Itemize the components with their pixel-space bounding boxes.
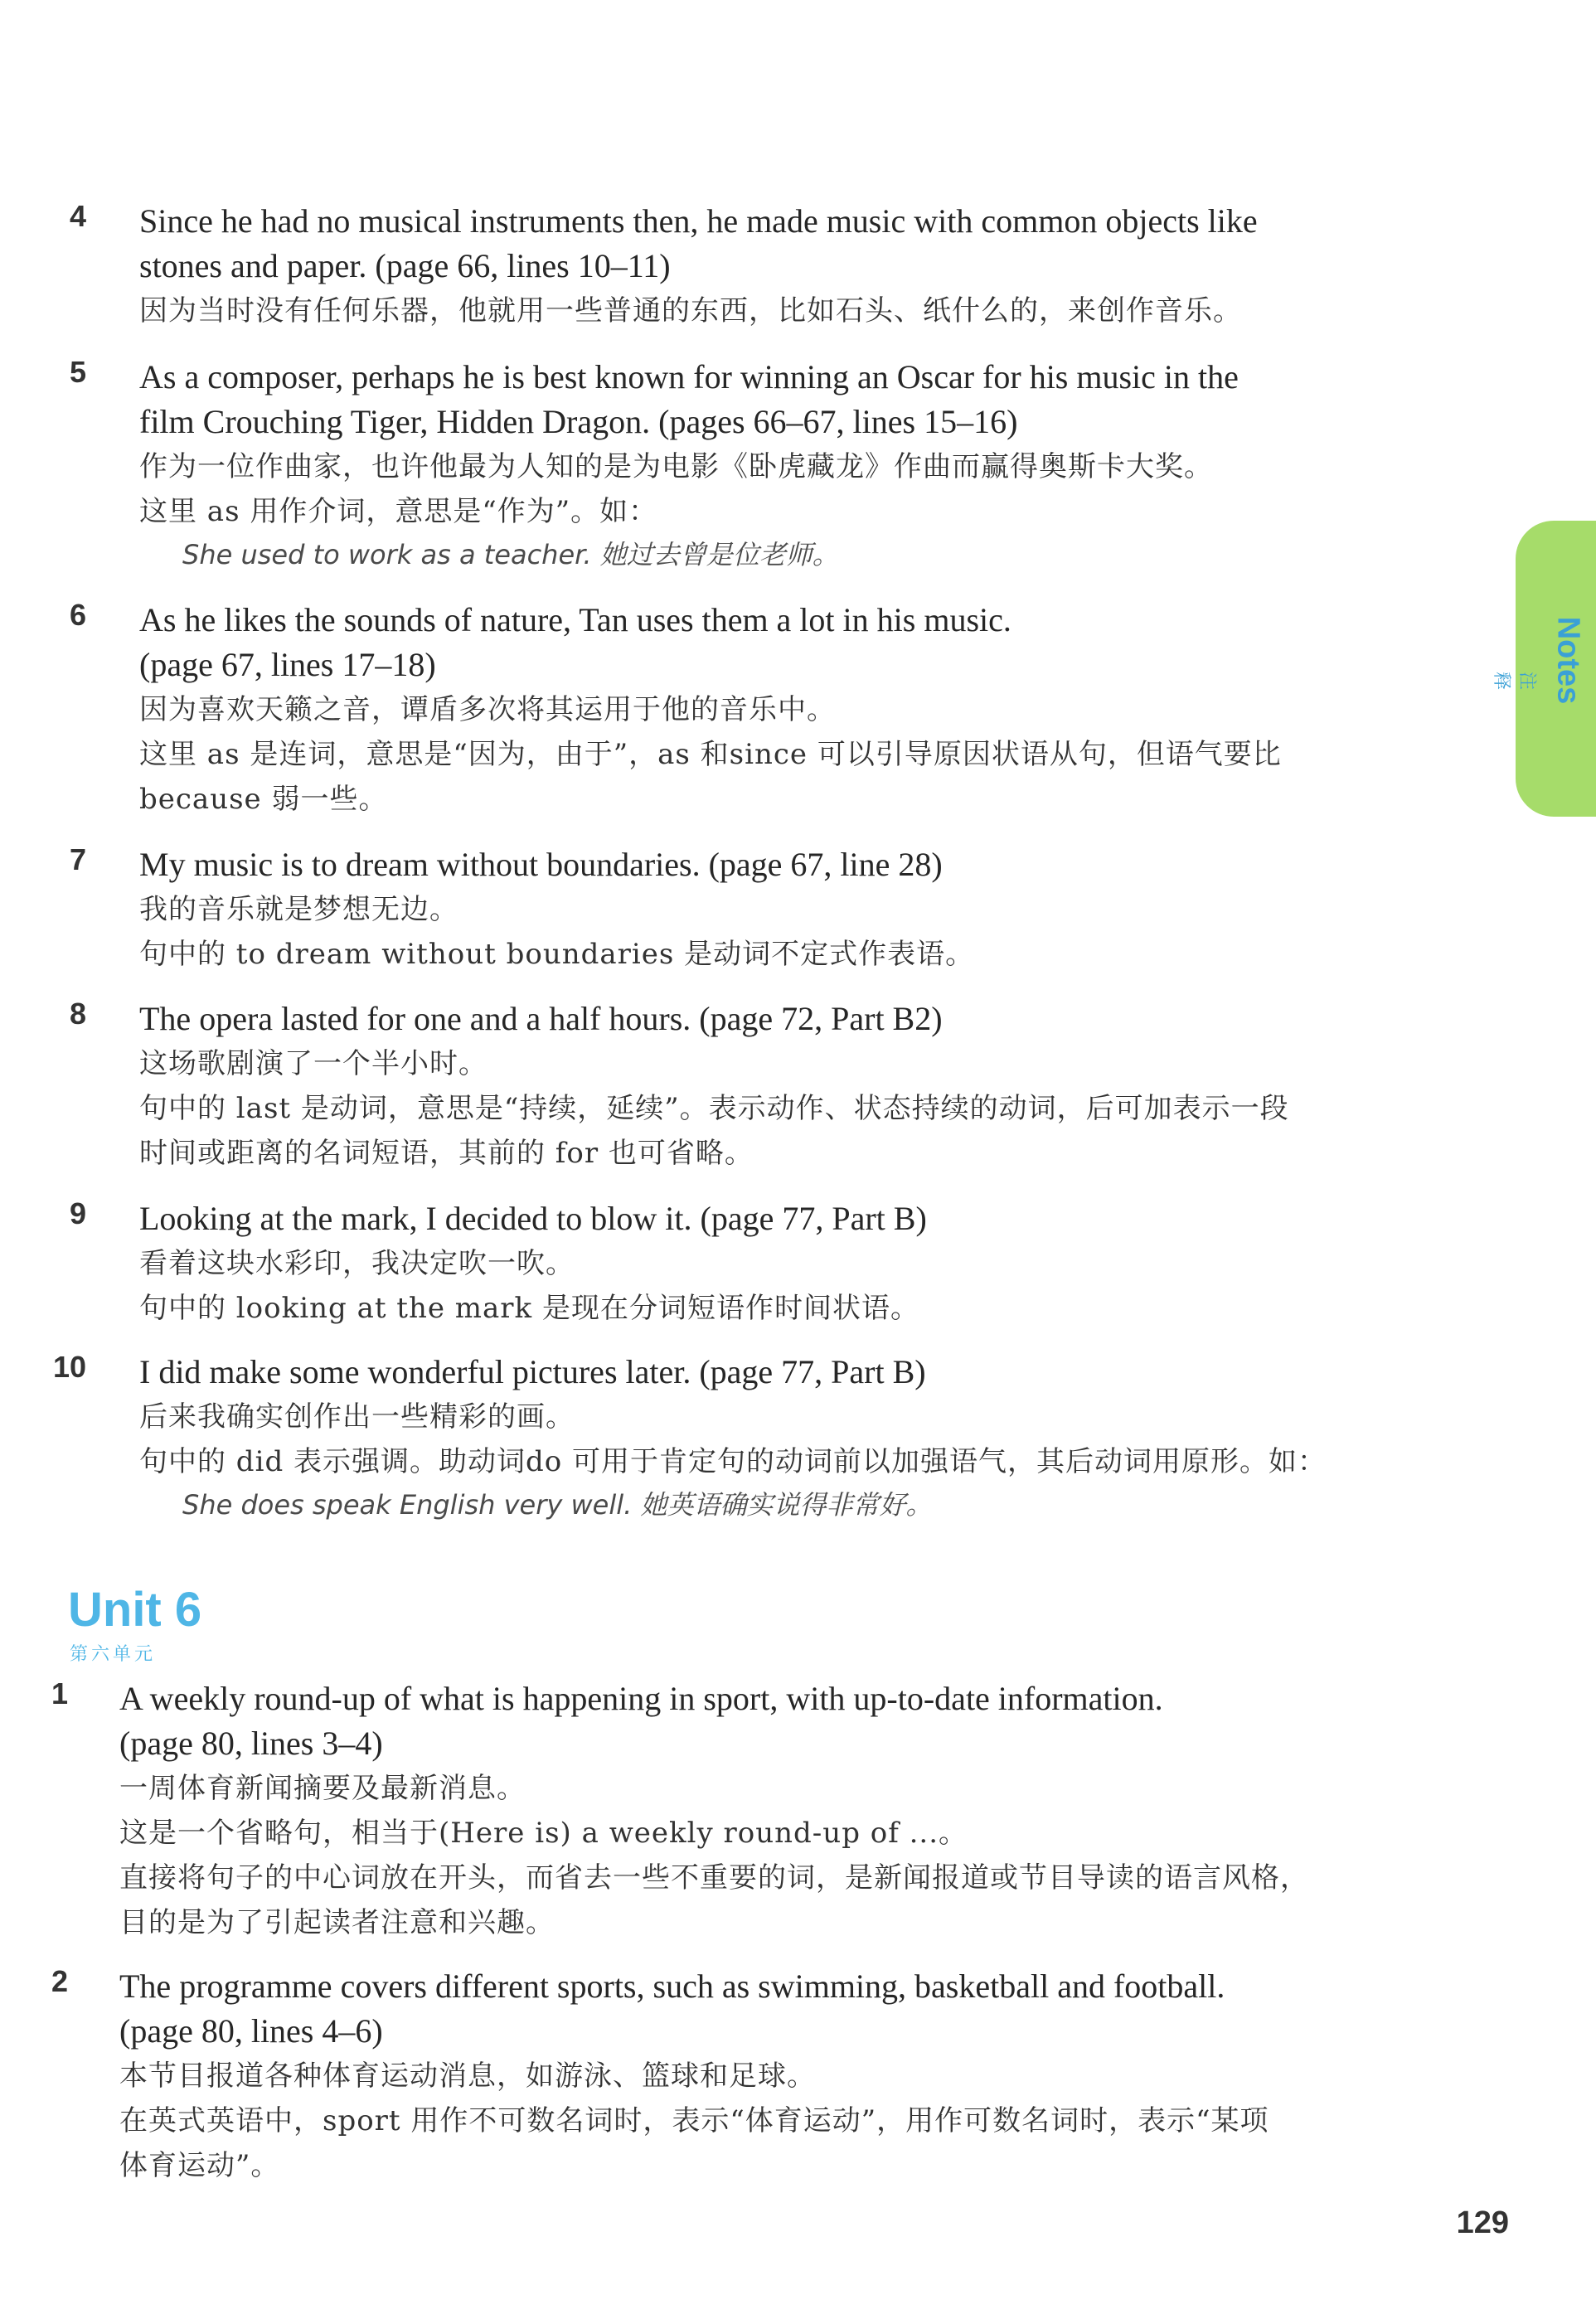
note-chinese-line: 因为当时没有任何乐器，他就用一些普通的东西，比如石头、纸什么的，来创作音乐。 bbox=[139, 294, 1242, 327]
unit-subtitle: 第六单元 bbox=[70, 1644, 157, 1665]
note-chinese-line: 目的是为了引起读者注意和兴趣。 bbox=[119, 1906, 555, 1939]
note-number: 1 bbox=[51, 1676, 68, 1710]
note-example-line: She does speak English very well. 她英语确实说得非常好。 bbox=[182, 1489, 933, 1521]
note-english-line: The opera lasted for one and a half hours. (page 72, Part B2) bbox=[139, 1000, 943, 1037]
note-number: 9 bbox=[69, 1196, 86, 1230]
note-english-line: My music is to dream without boundaries. (page 67, line 28) bbox=[139, 846, 943, 883]
note-example-line: She used to work as a teacher. 她过去曾是位老师。 bbox=[182, 539, 839, 570]
note-chinese-line: 这是一个省略句，相当于(Here is) a weekly round-up of ...。 bbox=[119, 1817, 968, 1850]
note-english-line: A weekly round-up of what is happening in sport, with up-to-date information. bbox=[119, 1680, 1163, 1717]
note-body bbox=[139, 355, 1492, 575]
note-number: 7 bbox=[69, 842, 86, 876]
note-body bbox=[139, 1196, 1492, 1331]
note-number: 2 bbox=[51, 1964, 68, 1998]
note-chinese-line: 看着这块水彩印，我决定吹一吹。 bbox=[139, 1247, 575, 1280]
unit-title: Unit 6 bbox=[68, 1583, 202, 1637]
note-number: 10 bbox=[52, 1350, 86, 1384]
note-english-line: (page 80, lines 4–6) bbox=[119, 2012, 383, 2050]
note-number: 4 bbox=[69, 199, 86, 233]
note-chinese-line: 这场歌剧演了一个半小时。 bbox=[139, 1047, 488, 1080]
page-number: 129 bbox=[1456, 2205, 1509, 2240]
note-english-line: I did make some wonderful pictures later. (page 77, Part B) bbox=[139, 1353, 926, 1390]
note-english-line: (page 67, lines 17–18) bbox=[139, 646, 436, 683]
notes-tab-label: Notes bbox=[1550, 616, 1586, 705]
note-chinese-line: 因为喜欢天籁之音，谭盾多次将其运用于他的音乐中。 bbox=[139, 693, 836, 726]
note-body bbox=[139, 199, 1492, 333]
note-english-line: stones and paper. (page 66, lines 10–11) bbox=[139, 247, 671, 284]
note-chinese-line: 在英式英语中，sport 用作不可数名词时，表示“体育运动”，用作可数名词时，表示“某项 bbox=[119, 2104, 1269, 2137]
note-chinese-line: 体育运动”。 bbox=[119, 2149, 280, 2182]
note-chinese-line: because 弱一些。 bbox=[139, 783, 388, 816]
note-english-line: The programme covers different sports, such as swimming, basketball and football. bbox=[119, 1967, 1225, 2005]
note-english-line: Since he had no musical instruments then, he made music with common objects like bbox=[139, 202, 1258, 240]
note-chinese-line: 句中的 looking at the mark 是现在分词短语作时间状语。 bbox=[139, 1292, 919, 1325]
note-chinese-line: 作为一位作曲家，也许他最为人知的是为电影《卧虎藏龙》作曲而赢得奥斯卡大奖。 bbox=[139, 450, 1213, 483]
note-body bbox=[139, 1350, 1492, 1526]
note-chinese-line: 句中的 to dream without boundaries 是动词不定式作表语。 bbox=[139, 938, 975, 971]
note-chinese-line: 句中的 last 是动词，意思是“持续，延续”。表示动作、状态持续的动词，后可加表示一段 bbox=[139, 1092, 1289, 1125]
note-english-line: (page 80, lines 3–4) bbox=[119, 1725, 383, 1762]
note-chinese-line: 时间或距离的名词短语，其前的 for 也可省略。 bbox=[139, 1137, 754, 1170]
note-chinese-line: 一周体育新闻摘要及最新消息。 bbox=[119, 1772, 526, 1805]
note-chinese-line: 这里 as 是连词，意思是“因为，由于”，as 和since 可以引导原因状语从句，但语气要比 bbox=[139, 738, 1282, 771]
note-chinese-line: 本节目报道各种体育运动消息，如游泳、篮球和足球。 bbox=[119, 2060, 816, 2093]
note-chinese-line: 直接将句子的中心词放在开头，而省去一些不重要的词，是新闻报道或节目导读的语言风格， bbox=[119, 1861, 1309, 1895]
note-english-line: film Crouching Tiger, Hidden Dragon. (pages 66–67, lines 15–16) bbox=[139, 403, 1018, 440]
note-chinese-line: 我的音乐就是梦想无边。 bbox=[139, 893, 458, 926]
note-body bbox=[139, 997, 1492, 1176]
note-english-line: As a composer, perhaps he is best known for winning an Oscar for his music in the bbox=[139, 358, 1239, 395]
note-body bbox=[119, 1676, 1492, 1945]
note-number: 5 bbox=[69, 355, 86, 389]
note-english-line: As he likes the sounds of nature, Tan uses them a lot in his music. bbox=[139, 601, 1011, 638]
note-number: 8 bbox=[69, 997, 86, 1031]
note-english-line: Looking at the mark, I decided to blow it. (page 77, Part B) bbox=[139, 1200, 927, 1237]
notes-tab-label-cn: 注释 bbox=[1491, 671, 1537, 690]
note-body bbox=[139, 598, 1492, 822]
note-body bbox=[119, 1964, 1492, 2188]
note-chinese-line: 句中的 did 表示强调。助动词do 可用于肯定句的动词前以加强语气，其后动词用原形。如： bbox=[139, 1445, 1327, 1478]
note-chinese-line: 后来我确实创作出一些精彩的画。 bbox=[139, 1400, 575, 1434]
note-number: 6 bbox=[69, 598, 86, 632]
note-chinese-line: 这里 as 用作介词，意思是“作为”。如： bbox=[139, 495, 658, 528]
note-body bbox=[139, 842, 1492, 977]
